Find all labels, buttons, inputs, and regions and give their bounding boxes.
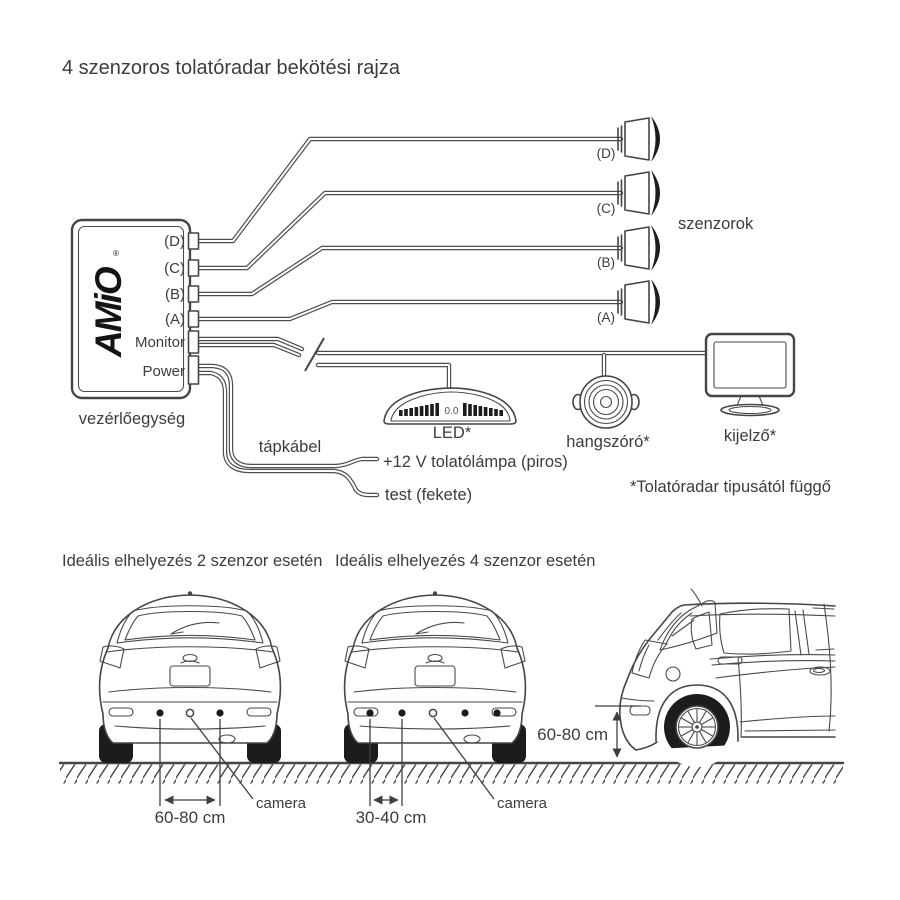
port-label-a: (A) <box>165 311 185 328</box>
sensor-wire-d <box>197 139 621 241</box>
side-view-car <box>620 589 835 767</box>
port-connector-power <box>189 356 199 384</box>
port-connector-a <box>189 311 199 327</box>
two-sensor-placement-title: Ideális elhelyezés 2 szenzor esetén <box>62 552 323 570</box>
sensor-label-d: (D) <box>596 146 616 161</box>
sensor-a <box>618 279 660 325</box>
brand-registered-mark: ® <box>113 249 119 258</box>
speaker-icon <box>573 376 639 428</box>
power-cable-label: tápkábel <box>258 438 322 456</box>
sensor-label-c: (C) <box>596 201 616 216</box>
control-unit-label: vezérlőegység <box>78 410 186 428</box>
control-unit <box>72 220 199 398</box>
port-label-d: (D) <box>164 233 185 250</box>
port-label-monitor: Monitor <box>134 334 185 351</box>
power-cable-wires <box>197 366 377 495</box>
led-display <box>384 388 516 424</box>
camera-dot <box>429 709 436 716</box>
page-title: 4 szenzoros tolatóradar bekötési rajza <box>62 57 400 79</box>
speaker-label: hangszóró* <box>566 433 650 451</box>
port-connector-monitor <box>189 331 199 353</box>
four-sensor-distance: 30-40 cm <box>355 808 427 827</box>
port-label-c: (C) <box>164 260 185 277</box>
rear-view-car-2-sensors <box>99 591 281 763</box>
port-label-b: (B) <box>165 286 185 303</box>
footnote: *Tolatóradar tipusától függő <box>630 478 831 496</box>
sensors-group-label: szenzorok <box>678 215 754 233</box>
sensor-wire-a <box>197 302 621 319</box>
sensor-c <box>618 170 660 216</box>
sensor-label-b: (B) <box>597 255 615 270</box>
two-sensor-camera-label: camera <box>256 795 307 812</box>
port-connector-c <box>189 260 199 276</box>
ground <box>60 763 843 784</box>
four-sensor-camera-label: camera <box>497 795 548 812</box>
amio-brand-logo: AMiO <box>88 268 129 357</box>
rear-view-car-4-sensors <box>344 591 526 763</box>
four-sensor-placement-title: Ideális elhelyezés 4 szenzor esetén <box>335 552 596 570</box>
sensor-b <box>618 225 660 271</box>
positive-wire-label: +12 V tolatólámpa (piros) <box>383 453 568 471</box>
sensor-d <box>618 116 660 162</box>
camera-dot <box>186 709 193 716</box>
port-connector-d <box>189 233 199 249</box>
ground-wire-label: test (fekete) <box>385 486 473 504</box>
sensor-label-a: (A) <box>597 310 615 325</box>
two-sensor-distance: 60-80 cm <box>154 808 226 827</box>
led-readout: 0.0 <box>444 406 459 417</box>
led-display-label: LED* <box>432 424 472 442</box>
monitor-wire <box>197 339 707 355</box>
monitor-label: kijelző* <box>723 427 777 445</box>
monitor-icon <box>706 334 794 416</box>
port-label-power: Power <box>142 363 185 380</box>
port-connector-b <box>189 286 199 302</box>
side-view-height: 60-80 cm <box>537 725 608 744</box>
led-wire <box>318 365 449 390</box>
